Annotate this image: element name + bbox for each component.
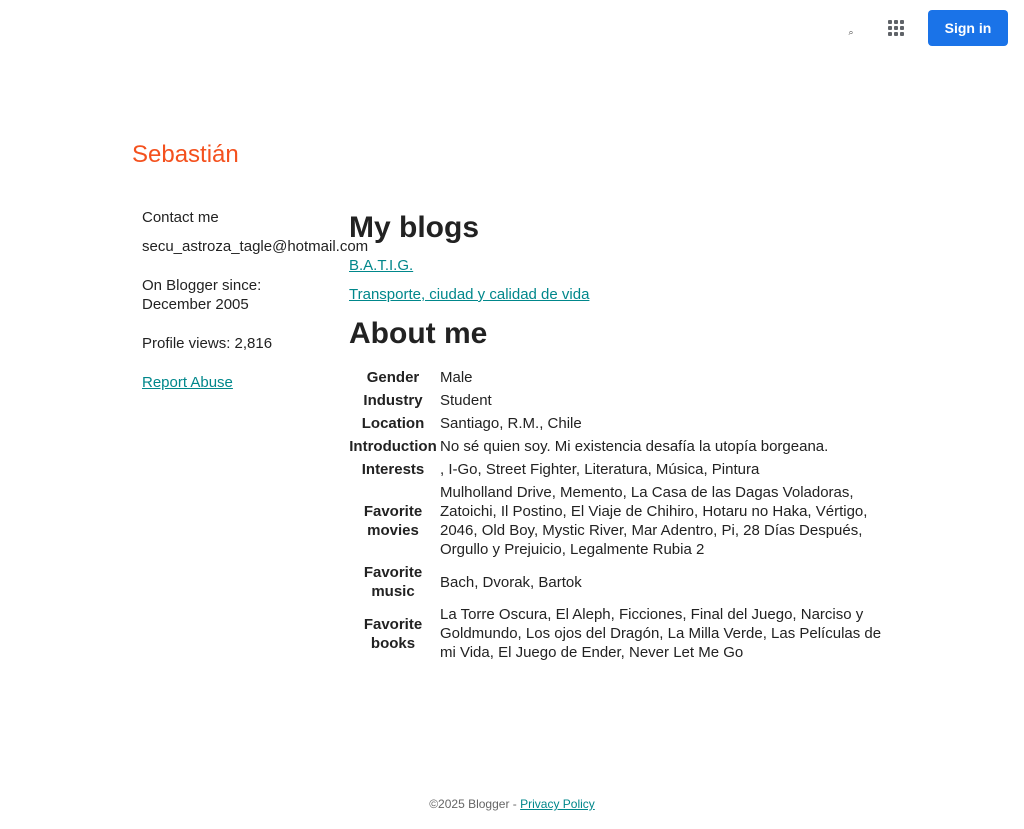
- about-label: Gender: [366, 369, 420, 386]
- about-table: [346, 364, 903, 666]
- apps-dot: [894, 26, 898, 30]
- about-label: Favorite books: [363, 615, 423, 652]
- apps-dot: [900, 26, 904, 30]
- about-label: Introduction: [349, 438, 437, 455]
- about-label: Favorite music: [363, 564, 423, 600]
- contact-title: Contact me: [142, 209, 219, 226]
- blogs-heading: My blogs: [349, 211, 480, 244]
- about-value: , I-Go, Street Fighter, Literatura, Música, Pintura: [440, 461, 760, 478]
- about-value: La Torre Oscura, El Aleph, Ficciones, Final del Juego, Narciso y Goldmundo, Los ojos del Dragón, La Milla Verde, Las Películas de mi Vida, El Juego de Ender, Never Let Me Go: [440, 606, 882, 661]
- copyright-text: ©2025 Blogger -: [429, 797, 521, 811]
- profile-name: Sebastián: [132, 141, 239, 168]
- about-row: [349, 391, 900, 410]
- since-label: On Blogger since:: [142, 277, 262, 294]
- about-label: Favorite movies: [363, 503, 423, 539]
- top-bar: [0, 0, 1024, 56]
- about-value: Student: [440, 392, 492, 409]
- about-label: Location: [361, 415, 425, 432]
- about-row: [349, 563, 900, 601]
- about-row: [349, 437, 900, 456]
- about-row: [349, 368, 900, 387]
- profile-views: Profile views: 2,816: [142, 335, 273, 352]
- apps-grid-icon[interactable]: [880, 12, 912, 44]
- about-value: No sé quien soy. Mi existencia desafía la utopía borgeana.: [440, 438, 829, 455]
- privacy-policy-link[interactable]: Privacy Policy: [520, 797, 595, 811]
- about-heading: About me: [349, 317, 488, 350]
- about-value: Santiago, R.M., Chile: [440, 415, 582, 432]
- apps-dot: [888, 26, 892, 30]
- apps-dot: [888, 32, 892, 36]
- about-label: Industry: [363, 392, 423, 409]
- apps-dot: [900, 20, 904, 24]
- blog-link[interactable]: B.A.T.I.G.: [349, 257, 414, 274]
- blogger-since: [142, 276, 302, 314]
- about-value: Bach, Dvorak, Bartok: [440, 573, 582, 591]
- sign-in-button[interactable]: Sign in: [928, 10, 1008, 46]
- about-label: Interests: [361, 461, 425, 478]
- apps-dot: [894, 32, 898, 36]
- about-value: Mulholland Drive, Memento, La Casa de las Dagas Voladoras, Zatoichi, Il Postino, El Viaje de Chihiro, Hotaru no Haka, Vértigo, 2046, Old Boy, Mystic River, Mar Adentro, Pi, 28 Días Después, Orgullo y Prejuicio, Legalmente Rubia 2: [440, 484, 868, 558]
- about-row: [349, 414, 900, 433]
- blog-link[interactable]: Transporte, ciudad y calidad de vida: [349, 286, 590, 303]
- about-row: [349, 605, 900, 662]
- report-abuse-link[interactable]: Report Abuse: [142, 374, 233, 391]
- apps-dot: [900, 32, 904, 36]
- since-value: December 2005: [142, 296, 249, 313]
- footer: [0, 796, 1024, 812]
- about-row: [349, 483, 900, 559]
- about-row: [349, 460, 900, 479]
- about-value: Male: [440, 369, 473, 386]
- profile-main: [349, 208, 909, 666]
- apps-dot: [888, 20, 892, 24]
- apps-dot: [894, 20, 898, 24]
- search-icon[interactable]: ⌕: [848, 27, 854, 37]
- contact-email: secu_astroza_tagle@hotmail.com: [142, 238, 369, 255]
